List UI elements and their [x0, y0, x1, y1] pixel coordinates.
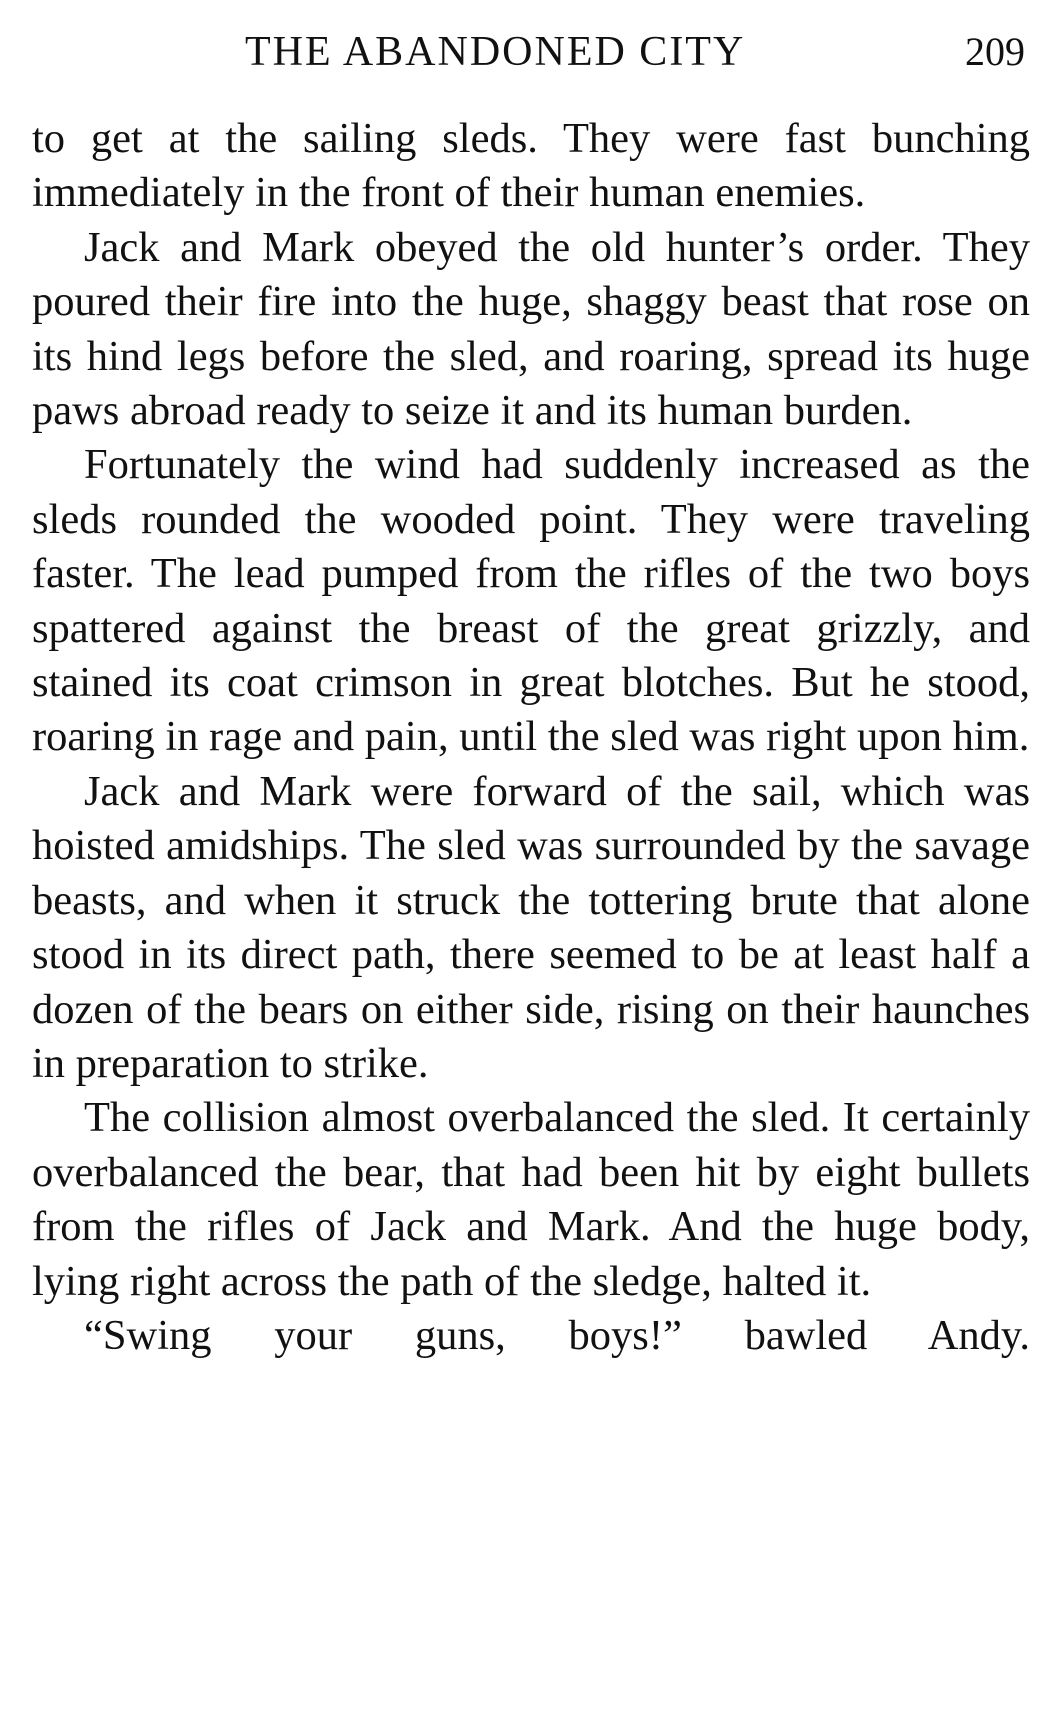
paragraph-wind-increased: Fortunately the wind had suddenly increased as the sleds rounded the wooded point. They were traveling faster. The lead pumped from the rifles of the two boys spattered against the breast of the great grizzly, and stained its coat crimson in great blotches. But he stood, roaring in rage and pain, until the sled was right upon him. [32, 441, 1030, 761]
paragraph-hunters-order: Jack and Mark obeyed the old hunter’s order. They poured their fire into the huge, shaggy beast that rose on its hind legs before the sled, and roaring, spread its huge paws abroad ready to seize it and its human burden. [32, 223, 1030, 435]
body-text [32, 112, 1030, 1363]
running-head [30, 26, 1030, 78]
paragraph-continuation: to get at the sailing sleds. They were fast bunching immediately in the front of their human enemies. [32, 115, 1030, 217]
paragraph-surrounded: Jack and Mark were forward of the sail, which was hoisted amidships. The sled was surrounded by the savage beasts, and when it struck the tottering brute that alone stood in its direct path, there seemed to be at least half a dozen of the bears on either side, rising on their haunches in preparation to strike. [32, 767, 1030, 1087]
running-title: THE ABANDONED CITY [245, 29, 746, 75]
page-number: 209 [965, 29, 1025, 74]
paragraph-collision: The collision almost overbalanced the sled. It certainly overbalanced the bear, that had been hit by eight bullets from the rifles of Jack and Mark. And the huge body, lying right across the path of the sledge, halted it. [32, 1094, 1030, 1305]
paragraph-andy-shout: “Swing your guns, boys!” bawled Andy. [84, 1311, 1030, 1359]
